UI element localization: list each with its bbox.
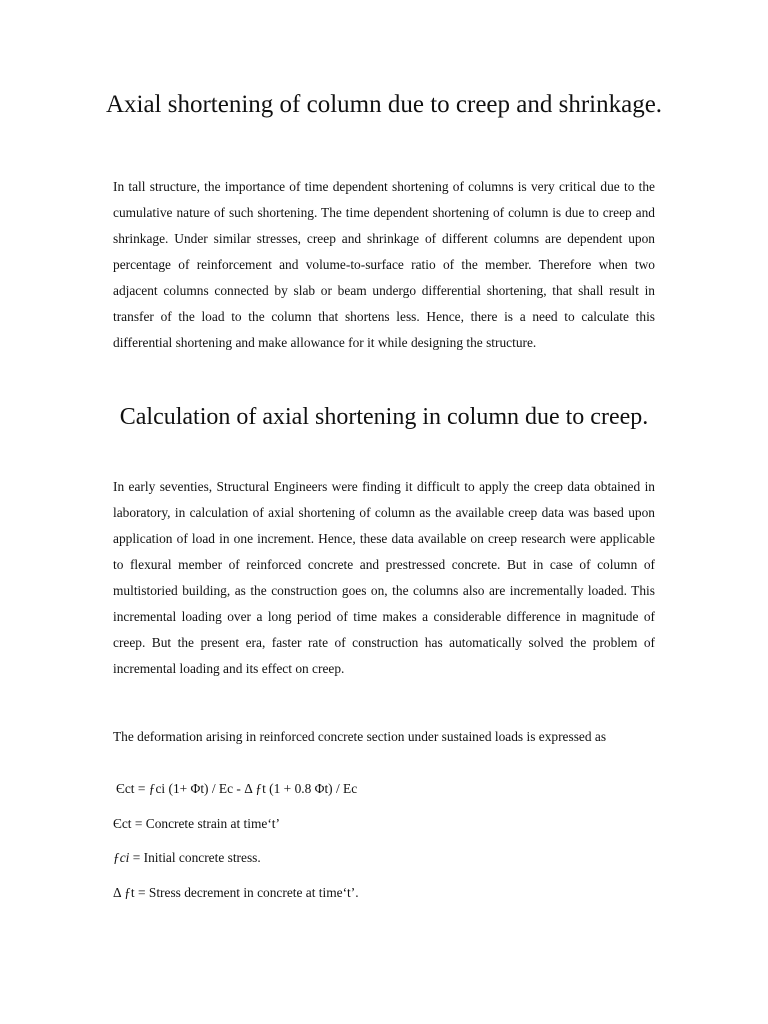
section-heading: Calculation of axial shortening in column due to creep.	[119, 404, 649, 430]
definition-text: = Initial concrete stress.	[129, 850, 261, 865]
definition-symbol: Δ ƒt	[113, 885, 135, 900]
intro-paragraph: In tall structure, the importance of time dependent shortening of columns is very critical due to the cumulative nature of such shortening. The time dependent shortening of column is due to creep and shrinkage. Under similar stresses, creep and shrinkage of different columns are dependent upon percentage of reinforcement and volume-to-surface ratio of the member. Therefore when two adjacent columns connected by slab or beam undergo differential shortening, that shall result in transfer of the load to the column that shortens less. Hence, there is a need to calculate this differential shortening and make allowance for it while designing the structure.	[113, 179, 655, 350]
equation-rhs: = ƒci (1+ Φt) / Ec - Δ ƒt (1 + 0.8 Φt) / Ec	[137, 781, 358, 796]
deformation-paragraph: The deformation arising in reinforced concrete section under sustained loads is expressed as	[113, 729, 607, 744]
definition-text: = Concrete strain at time‘t’	[131, 816, 280, 831]
creep-equation	[116, 778, 658, 800]
definition-strain	[113, 813, 655, 835]
section-paragraph: In early seventies, Structural Engineers were finding it difficult to apply the creep data obtained in laboratory, in calculation of axial shortening of column as the available creep data was based upon application of load in one increment. Hence, these data available on creep research were applicable to flexural member of reinforced concrete and prestressed concrete. But in case of column of multistoried building, as the construction goes on, the columns also are incrementally loaded. This incremental loading over a long period of time makes a considerable difference in magnitude of creep. But the present era, faster rate of construction has automatically solved the problem of incremental loading and its effect on creep.	[113, 479, 655, 676]
definition-symbol: ƒci	[113, 850, 130, 865]
equation-lhs: Єct	[116, 781, 135, 796]
definition-initial-stress	[113, 847, 655, 869]
document-title: Axial shortening of column due to creep and shrinkage.	[105, 91, 663, 118]
definition-stress-decrement	[113, 882, 655, 904]
definition-text: = Stress decrement in concrete at time‘t’.	[134, 885, 359, 900]
definition-symbol: Єct	[113, 816, 132, 831]
